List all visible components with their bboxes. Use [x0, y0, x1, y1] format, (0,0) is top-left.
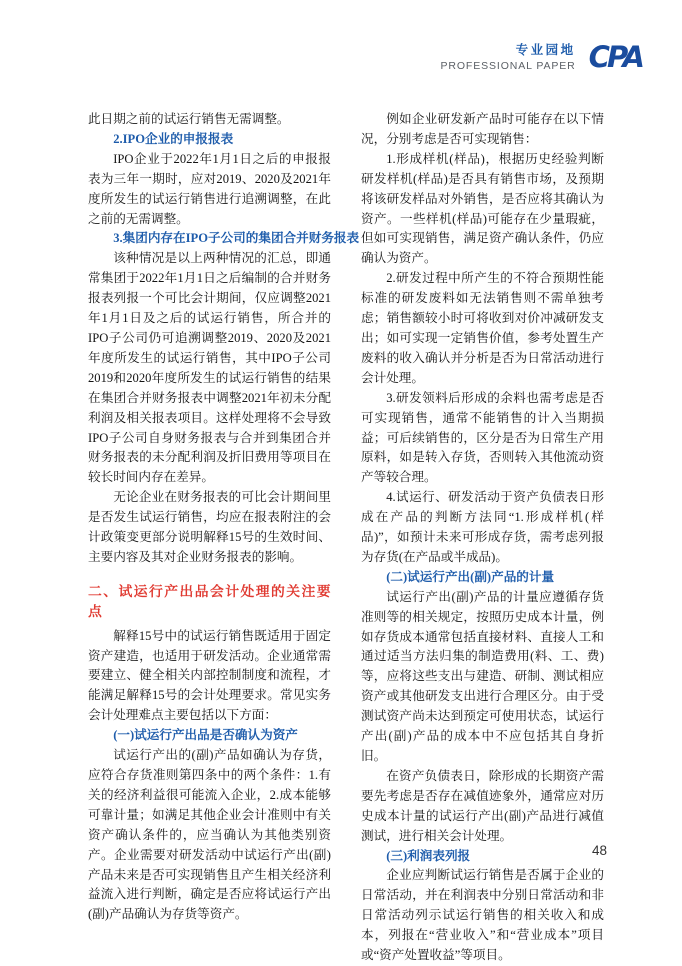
cpa-logo: CPA	[588, 40, 642, 74]
paragraph: 解释15号中的试运行销售既适用于固定资产建造，也适用于研发活动。企业通常需要建立、健全相关内部控制制度和流程，才能满足解释15号的会计处理要求。常见实务会计处理难点主要包括以下方面：	[88, 628, 331, 723]
paragraph: 试运行产出(副)产品的计量应遵循存货准则等的相关规定，按照历史成本计量，例如存货成本通常包括直接材料、直接人工和通过适当方法归集的制造费用(料、工、费)等，应将这些支出与建造、研制、测试相应资产或其他研发支出进行合理区分。由于受测试资产尚未达到预定可使用状态，试运行产出(副)产品的成本中不应包括其自身折旧。	[361, 589, 604, 763]
column-title-block	[440, 40, 575, 72]
left-column	[88, 110, 360, 966]
paragraph: 无论企业在财务报表的可比会计期间里是否发生试运行销售，均应在报表附注的会计政策变更部分说明解释15号的生效时间、主要内容及其对企业财务报表的影响。	[88, 490, 331, 564]
paragraph: 例如企业研发新产品时可能存在以下情况，分别考虑是否可实现销售：	[361, 112, 604, 146]
section-heading: 二、试运行产出品会计处理的关注要点	[88, 583, 331, 619]
page-number: 48	[592, 843, 608, 858]
paragraph: 企业应判断试运行销售是否属于企业的日常活动，并在利润表中分别日常活动和非日常活动列示试运行销售的相关收入和成本，列报在“营业收入”和“营业成本”项目或“资产处置收益”等项目。	[361, 868, 604, 963]
paragraph: 该种情况是以上两种情况的汇总，即通常集团于2022年1月1日之后编制的合并财务报表列报一个可比会计期间，仅应调整2021年1月1日及之后的试运行销售，所合并的IPO子公司仍可追溯调整2019、2020及2021年度所发生的试运行销售，其中IPO子公司2019和2020年度所发生的试运行销售的结果在集团合并财务报表中调整2021年初未分配利润及相关报表项目。这样处理将不会导致IPO子公司自身财务报表与合并到集团合并财务报表的未分配利润及折旧费用等项目在较长时间内存在差异。	[88, 251, 331, 485]
category-title-cn: 专业园地	[515, 43, 576, 57]
subsection-heading: 2.IPO企业的申报报表	[113, 131, 234, 146]
subsection-heading: (二)试运行产出(副)产品的计量	[386, 569, 555, 584]
paragraph: 1.形成样机(样品)，根据历史经验判断研发样机(样品)是否具有销售市场，及预期将该研发样品对外销售，是否应将其确认为资产。一些样机(样品)可能存在少量瑕疵，但如可实现销售，满足资产确认条件，仍应确认为资产。	[361, 151, 604, 266]
paragraph: 此日期之前的试运行销售无需调整。	[88, 112, 290, 126]
category-title-en: PROFESSIONAL PAPER	[440, 60, 576, 72]
subsection-heading: 3.集团内存在IPO子公司的集团合并财务报表	[113, 231, 360, 246]
subsection-heading: (一)试运行产出品是否确认为资产	[113, 728, 298, 743]
paragraph: 3.研发领料后形成的余料也需考虑是否可实现销售，通常不能销售的计入当期损益；可后续销售的，区分是否为日常生产用原料，如是转入存货，否则转入其他流动资产等较合理。	[361, 390, 604, 485]
subsection-heading: (三)利润表列报	[386, 848, 471, 863]
page-header	[440, 40, 642, 73]
paragraph: IPO企业于2022年1月1日之后的申报报表为三年一期时，应对2019、2020及2021年度所发生的试运行销售进行追溯调整，在此之前的无需调整。	[88, 151, 331, 226]
paragraph: 在资产负债表日，除形成的长期资产需要先考虑是否存在减值迹象外，通常应对历史成本计量的试运行产出(副)产品进行减值测试，进行相关会计处理。	[361, 768, 604, 843]
paragraph: 2.研发过程中所产生的不符合预期性能标准的研发废料如无法销售则不需单独考虑；销售额较小时可将收到对价冲减研发支出；如可实现一定销售价值，参考处置生产废料的收入确认并分析是否为日常活动进行会计处理。	[361, 271, 604, 385]
right-column	[361, 110, 604, 966]
paragraph: 试运行产出的(副)产品如确认为存货，应符合存货准则第四条中的两个条件：1.有关的经济利益很可能流入企业，2.成本能够可靠计量；如满足其他企业会计准则中有关资产确认条件的，应当确认为其他类别资产。企业需要对研发活动中试运行产出(副)产品未来是否可实现销售且产生相关经济利益流入进行判断，确定是否应将试运行产出(副)产品确认为存货等资产。	[88, 748, 331, 922]
paragraph: 4.试运行、研发活动于资产负债表日形成在产品的判断方法同“1.形成样机(样品)”，如预计未来可形成存货，需考虑列报为存货(在产品或半成品)。	[361, 490, 604, 564]
article-body	[88, 110, 608, 966]
